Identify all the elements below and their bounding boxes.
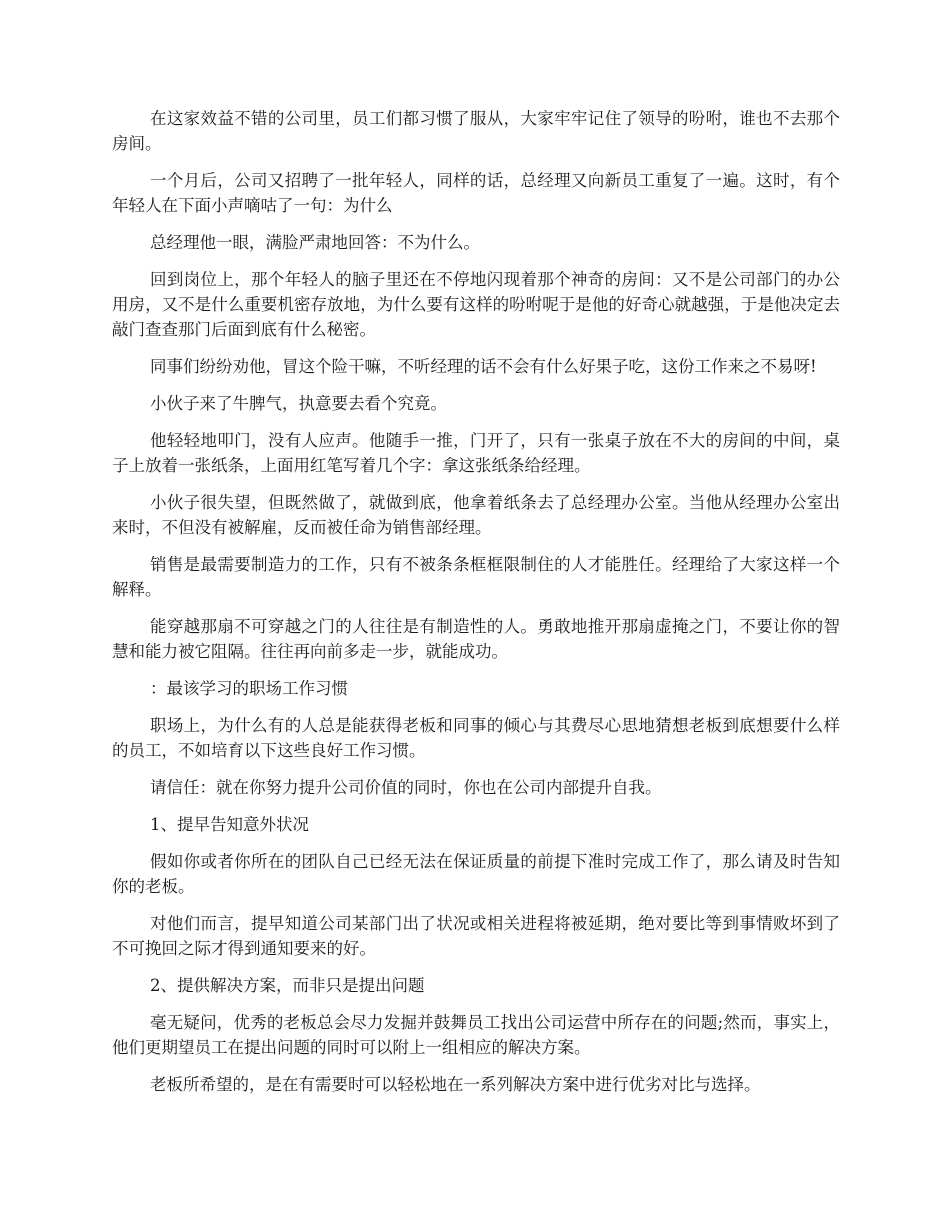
paragraph: 请信任：就在你努力提升公司价值的同时，你也在公司内部提升自我。 — [150, 778, 662, 797]
paragraph: 毫无疑问，优秀的老板总会尽力发掘并鼓舞员工找出公司运营中所存在的问题;然而，事实上，他们更期望员工在提出问题的同时可以附上一组相应的解决方案。 — [112, 1013, 840, 1057]
paragraph: 在这家效益不错的公司里，员工们都习惯了服从，大家牢牢记住了领导的吩咐，谁也不去那个房间。 — [112, 109, 840, 153]
paragraph: 他轻轻地叩门，没有人应声。他随手一推，门开了，只有一张桌子放在不大的房间的中间，桌子上放着一张纸条，上面用红笔写着几个字：拿这张纸条给经理。 — [112, 431, 840, 475]
paragraph: 回到岗位上，那个年轻人的脑子里还在不停地闪现着那个神奇的房间：又不是公司部门的办公用房，又不是什么重要机密存放地，为什么要有这样的吩咐呢于是他的好奇心就越强，于是他决定去敲门查查那门后面到底有什么秘密。 — [112, 270, 840, 339]
list-heading: 2、提供解决方案，而非只是提出问题 — [150, 976, 425, 995]
paragraph: 总经理他一眼，满脸严肃地回答：不为什么。 — [150, 233, 480, 252]
paragraph: 能穿越那扇不可穿越之门的人往往是有制造性的人。勇敢地推开那扇虚掩之门，不要让你的智慧和能力被它阻隔。往往再向前多走一步，就能成功。 — [112, 617, 840, 661]
paragraph: 销售是最需要制造力的工作，只有不被条条框框限制住的人才能胜任。经理给了大家这样一个解释。 — [112, 555, 840, 599]
list-heading: 1、提早告知意外状况 — [150, 815, 309, 834]
paragraph: 对他们而言，提早知道公司某部门出了状况或相关进程将被延期，绝对要比等到事情败坏到了不可挽回之际才得到通知要来的好。 — [112, 914, 840, 958]
paragraph: 小伙子来了牛脾气，执意要去看个究竟。 — [150, 394, 447, 413]
section-heading: ：最该学习的职场工作习惯 — [150, 679, 348, 698]
document-page — [112, 106, 840, 1109]
paragraph: 假如你或者你所在的团队自己已经无法在保证质量的前提下准时完成工作了，那么请及时告知你的老板。 — [112, 852, 840, 896]
paragraph: 小伙子很失望，但既然做了，就做到底，他拿着纸条去了总经理办公室。当他从经理办公室出来时，不但没有被解雇，反而被任命为销售部经理。 — [112, 493, 840, 537]
paragraph: 老板所希望的，是在有需要时可以轻松地在一系列解决方案中进行优劣对比与选择。 — [150, 1075, 761, 1094]
paragraph: 一个月后，公司又招聘了一批年轻人，同样的话，总经理又向新员工重复了一遍。这时，有个年轻人在下面小声嘀咕了一句：为什么 — [112, 171, 840, 215]
paragraph: 职场上，为什么有的人总是能获得老板和同事的倾心与其费尽心思地猜想老板到底想要什么样的员工，不如培育以下这些良好工作习惯。 — [112, 716, 840, 760]
paragraph: 同事们纷纷劝他，冒这个险干嘛，不听经理的话不会有什么好果子吃，这份工作来之不易呀! — [150, 357, 817, 376]
